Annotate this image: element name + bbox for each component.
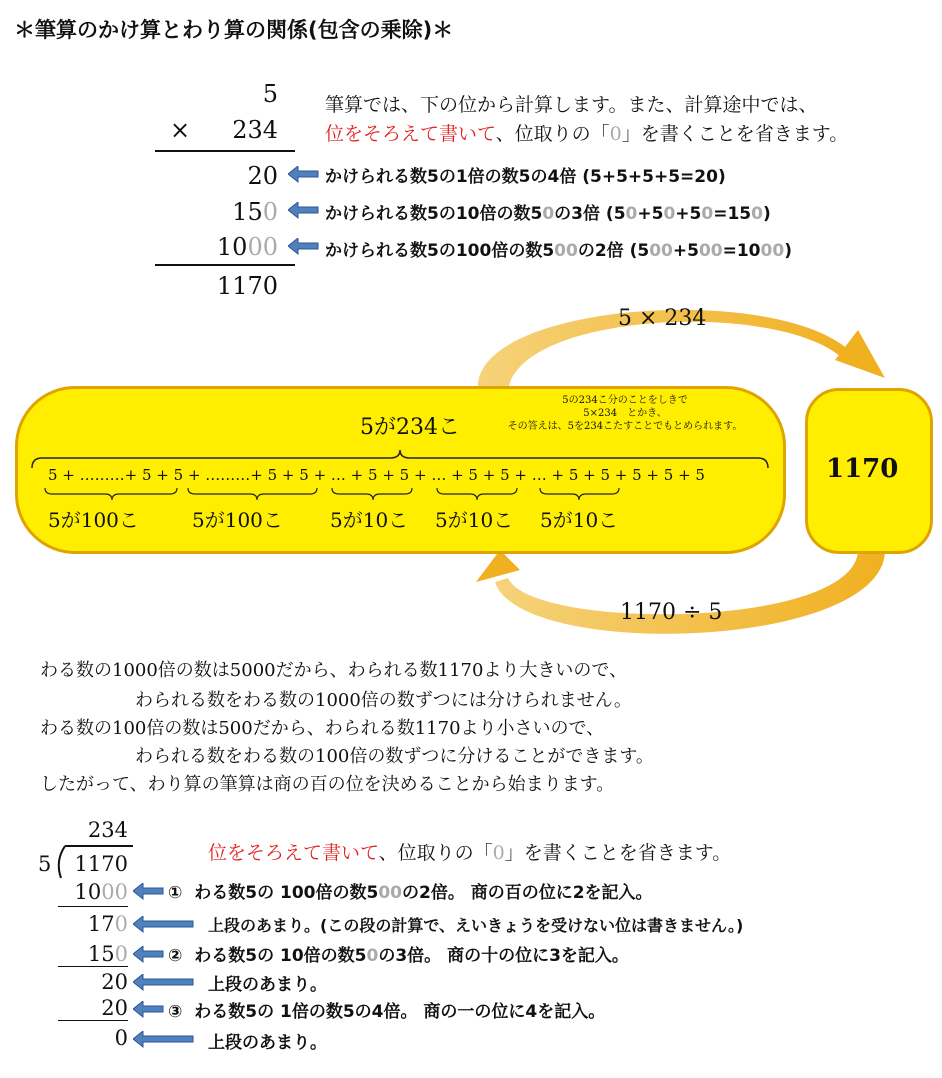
step-remainder: 上段のあまり。 xyxy=(208,975,327,995)
bubble-small-note: 5の234こ分のことをしきで 5×234 とかき、 その答えは、5を234こたすことでもとめられます。 xyxy=(507,395,743,432)
mult-note-1: かけられる数5の1倍の数5の4倍 (5+5+5+5=20) xyxy=(325,167,726,187)
quotient: 234 xyxy=(87,818,128,842)
para-line: わられる数をわる数の1000倍の数ずつには分けられません。 xyxy=(135,690,632,711)
div-line xyxy=(58,906,128,907)
label-divide: 1170 ÷ 5 xyxy=(620,600,723,625)
label-multiply: 5 × 234 xyxy=(618,306,707,331)
div-line xyxy=(58,966,128,967)
para-line: わる数の1000倍の数は5000だから、わられる数1170より大きいので、 xyxy=(40,660,628,681)
step-3: ③ わる数5の 1倍の数5の4倍。 商の一の位に4を記入。 xyxy=(168,1002,606,1022)
mult-row1: 20 xyxy=(247,162,278,190)
arrow-left-icon xyxy=(288,202,320,220)
bubble-title: 5が234こ xyxy=(360,415,460,440)
group-label: 5が100こ xyxy=(192,508,283,532)
mult-line-2 xyxy=(155,264,295,266)
division-bar xyxy=(65,845,133,847)
arrow-left-icon xyxy=(133,883,165,901)
arrow-left-icon xyxy=(288,238,320,256)
dividend: 1170 xyxy=(74,852,128,876)
result-value: 1170 xyxy=(826,454,899,484)
arrow-left-icon xyxy=(133,974,195,992)
mult-bottom: 234 xyxy=(232,116,278,144)
mult-row3: 1000 xyxy=(216,233,278,261)
rem-row-1: 170 xyxy=(87,912,128,936)
div-line xyxy=(58,1020,128,1021)
mult-note-3: かけられる数5の100倍の数500の2倍 (500+500=1000) xyxy=(325,241,792,261)
arrow-left-icon xyxy=(133,1001,165,1019)
mult-result: 1170 xyxy=(216,272,278,300)
arrowhead-top-icon xyxy=(835,330,885,378)
arrow-left-icon xyxy=(288,166,320,184)
sub-row-1: 1000 xyxy=(74,880,128,904)
step-1: ① わる数5の 100倍の数500の2倍。 商の百の位に2を記入。 xyxy=(168,883,653,903)
arrow-left-icon xyxy=(133,916,195,934)
rem-row-2: 20 xyxy=(101,970,128,994)
step-remainder: 上段のあまり。(この段の計算で、えいきょうを受けない位は書きません。) xyxy=(208,916,744,935)
para-line: わられる数をわる数の100倍の数ずつに分けることができます。 xyxy=(135,746,654,767)
sub-row-3: 20 xyxy=(101,996,128,1020)
mult-explain-1: 筆算では、下の位から計算します。また、計算途中では、 xyxy=(325,94,818,116)
small-braces xyxy=(40,486,640,502)
group-label: 5が10こ xyxy=(540,508,619,532)
step-2: ② わる数5の 10倍の数50の3倍。 商の十の位に3を記入。 xyxy=(168,946,629,966)
group-label: 5が10こ xyxy=(435,508,514,532)
mult-explain-2: 位をそろえて書いて、位取りの「0」を書くことを省きます。 xyxy=(325,123,849,145)
division-header: 位をそろえて書いて、位取りの「0」を書くことを省きます。 xyxy=(208,842,732,864)
para-line: したがって、わり算の筆算は商の百の位を決めることから始まります。 xyxy=(40,774,615,795)
sum-line: 5 + ………+ 5 + 5 + ………+ 5 + 5 + … + 5 + 5 + … + 5 + 5 + … + 5 + 5 + 5 + 5 + 5 xyxy=(48,466,705,484)
group-label: 5が100こ xyxy=(48,508,139,532)
arrowhead-bottom-icon xyxy=(476,550,520,582)
mult-line-1 xyxy=(155,150,295,152)
mult-top: 5 xyxy=(262,80,278,108)
times-sign: × xyxy=(170,116,191,144)
rem-row-3: 0 xyxy=(114,1026,128,1050)
mult-row2: 150 xyxy=(232,198,278,226)
step-remainder: 上段のあまり。 xyxy=(208,1033,327,1053)
divisor: 5 xyxy=(38,852,52,876)
mult-note-2: かけられる数5の10倍の数50の3倍 (50+50+50=150) xyxy=(325,204,771,224)
arrow-left-icon xyxy=(133,946,165,964)
page-title: ＊筆算のかけ算とわり算の関係(包含の乗除)＊ xyxy=(14,18,454,42)
sub-row-2: 150 xyxy=(87,942,128,966)
group-label: 5が10こ xyxy=(330,508,409,532)
para-line: わる数の100倍の数は500だから、わられる数1170より小さいので、 xyxy=(40,718,605,739)
arrow-left-icon xyxy=(133,1031,195,1049)
